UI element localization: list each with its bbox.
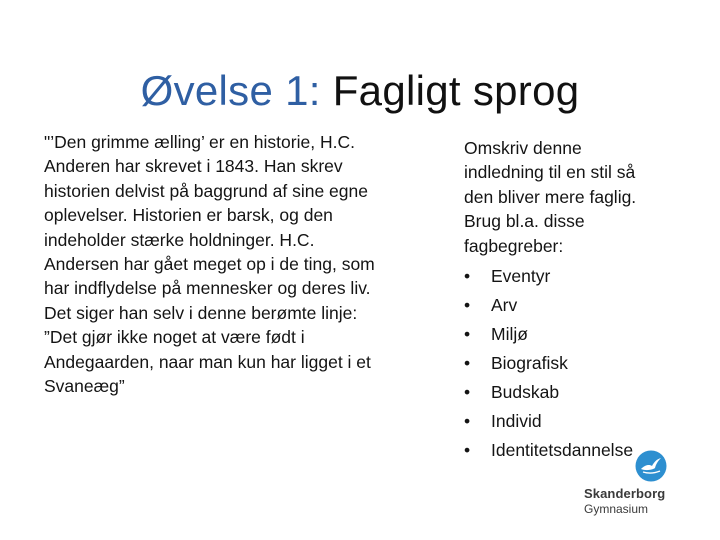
intro-text <box>44 130 434 398</box>
intro-line: ”Det gjør ikke noget at være født i <box>44 327 305 348</box>
term-item <box>464 262 709 291</box>
bullet-icon: • <box>464 324 471 345</box>
bullet-icon: • <box>464 266 471 287</box>
intro-line: Det siger han selv i denne berømte linje: <box>44 302 358 323</box>
assignment-line: fagbegreber: <box>464 235 564 256</box>
slide-title <box>0 68 720 114</box>
intro-line: "’Den grimme ælling’ er en historie, H.C. <box>44 132 355 152</box>
bullet-icon: • <box>464 382 471 403</box>
term-item <box>464 407 709 436</box>
bullet-icon: • <box>464 411 471 432</box>
term-label: Miljø <box>491 324 528 345</box>
term-label: Arv <box>491 295 518 316</box>
term-list <box>464 262 709 465</box>
intro-line: Svaneæg” <box>44 376 125 397</box>
bullet-icon: • <box>464 295 471 316</box>
bullet-icon: • <box>464 353 471 374</box>
term-item <box>464 291 709 320</box>
intro-line: oplevelser. Historien er barsk, og den <box>44 205 333 226</box>
bullet-icon: • <box>464 440 471 461</box>
intro-line: har indflydelse på mennesker og deres liv. <box>44 278 371 299</box>
school-logo <box>580 450 700 520</box>
assignment-text <box>464 136 709 465</box>
term-label: Individ <box>491 411 542 432</box>
title-main: Fagligt sprog <box>332 67 580 115</box>
assignment-line: den bliver mere faglig. <box>464 186 637 207</box>
intro-line: Andersen har gået meget op i de ting, som <box>44 254 375 275</box>
term-label: Eventyr <box>491 266 551 287</box>
term-label: Biografisk <box>491 353 568 374</box>
swan-logo-icon <box>635 450 667 482</box>
logo-subtitle: Gymnasium <box>584 502 649 516</box>
term-item <box>464 378 709 407</box>
term-item <box>464 349 709 378</box>
term-label: Budskab <box>491 382 560 403</box>
title-accent: Øvelse 1: <box>140 67 321 115</box>
term-label: Identitetsdannelse <box>491 440 634 461</box>
logo-name: Skanderborg <box>584 486 666 501</box>
intro-line: Andegaarden, naar man kun har ligget i et <box>44 351 371 372</box>
assignment-line: Brug bl.a. disse <box>464 211 585 232</box>
intro-line: Anderen har skrevet i 1843. Han skrev <box>44 156 343 177</box>
intro-line: historien delvist på baggrund af sine egne <box>44 180 368 201</box>
assignment-line: Omskriv denne <box>464 138 582 158</box>
intro-line: indeholder stærke holdninger. H.C. <box>44 229 315 250</box>
term-item <box>464 320 709 349</box>
assignment-line: indledning til en stil så <box>464 162 636 183</box>
